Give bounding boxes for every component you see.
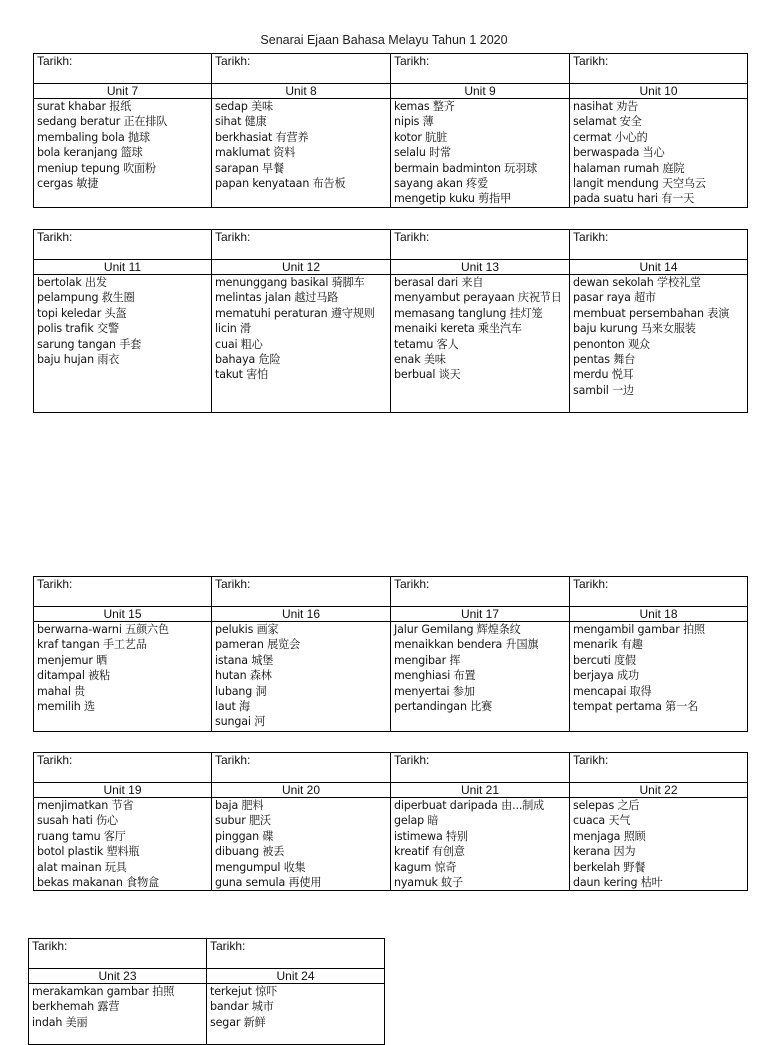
word-item: maklumat 资料: [215, 146, 296, 160]
word-item: daun kering 枯叶: [573, 876, 663, 890]
word-item: susah hati 伤心: [37, 814, 118, 828]
word-item: nipis 薄: [394, 115, 434, 129]
word-item: sayang akan 疼爱: [394, 177, 489, 191]
word-item: selamat 安全: [573, 115, 642, 129]
word-item: berkhemah 露营: [32, 1000, 120, 1014]
word-item: segar 新鲜: [210, 1015, 266, 1029]
unit-heading: Unit 14: [570, 260, 748, 275]
word-item: kraf tangan 手工艺品: [37, 638, 147, 652]
date-cell: [391, 54, 570, 84]
word-item: merakamkan gambar 拍照: [32, 985, 175, 998]
word-list: [570, 622, 748, 732]
unit-heading: Unit 22: [570, 783, 748, 798]
word-list: [570, 275, 748, 413]
word-item: pada suatu hari 有一天: [573, 192, 695, 206]
word-item: berwarna-warni 五颜六色: [37, 623, 169, 636]
date-label: Tarikh:: [37, 54, 73, 68]
unit-heading: Unit 21: [391, 783, 570, 798]
word-item: cermat 小心的: [573, 130, 648, 144]
word-list: [212, 275, 391, 413]
word-list: [391, 99, 570, 208]
word-item: tetamu 客人: [394, 337, 459, 351]
word-item: alat mainan 玩具: [37, 860, 127, 874]
word-item: cuaca 天气: [573, 814, 631, 828]
word-item: memilih 选: [37, 700, 95, 714]
word-item: tempat pertama 第一名: [573, 700, 698, 714]
document-title: Senarai Ejaan Bahasa Melayu Tahun 1 2020: [260, 33, 508, 47]
word-item: sambil 一边: [573, 383, 634, 397]
word-item: bermain badminton 玩羽球: [394, 161, 538, 175]
word-list: [212, 798, 391, 891]
word-item: laut 海: [215, 700, 250, 714]
date-cell: [570, 753, 748, 783]
date-cell: [212, 230, 391, 260]
word-list: [570, 798, 748, 891]
word-item: mematuhi peraturan 遵守规则: [215, 306, 375, 320]
word-item: dewan sekolah 学校礼堂: [573, 276, 701, 289]
date-label: Tarikh:: [215, 577, 251, 591]
word-item: menunggang basikal 骑脚车: [215, 276, 365, 289]
word-item: pelampung 救生圈: [37, 291, 135, 305]
unit-heading: Unit 13: [391, 260, 570, 275]
word-item: sarung tangan 手套: [37, 337, 142, 351]
date-label: Tarikh:: [394, 230, 430, 244]
word-item: berwaspada 当心: [573, 146, 665, 160]
word-item: bola keranjang 篮球: [37, 146, 143, 160]
date-cell: [570, 54, 748, 84]
date-label: Tarikh:: [394, 753, 430, 767]
word-item: bandar 城市: [210, 1000, 274, 1014]
word-item: botol plastik 塑料瓶: [37, 845, 140, 859]
word-item: licin 滑: [215, 322, 251, 336]
date-cell: [212, 753, 391, 783]
word-item: bekas makanan 食物盒: [37, 876, 159, 890]
unit-heading: Unit 15: [34, 607, 212, 622]
date-cell: [34, 577, 212, 607]
date-cell: [570, 577, 748, 607]
word-item: baja 肥料: [215, 799, 264, 812]
word-item: istimewa 特别: [394, 829, 468, 843]
word-item: takut 害怕: [215, 368, 269, 382]
date-label: Tarikh:: [37, 230, 73, 244]
word-item: sungai 河: [215, 715, 266, 729]
word-item: mencapai 取得: [573, 684, 652, 698]
word-item: ruang tamu 客厅: [37, 829, 126, 843]
word-item: menyertai 参加: [394, 684, 475, 698]
word-item: polis trafik 交警: [37, 322, 119, 336]
date-cell: [212, 577, 391, 607]
unit-heading: Unit 19: [34, 783, 212, 798]
word-item: kagum 惊奇: [394, 860, 457, 874]
word-item: surat khabar 报纸: [37, 100, 132, 113]
date-label: Tarikh:: [215, 753, 251, 767]
word-item: membuat persembahan 表演: [573, 306, 730, 320]
word-item: sedap 美味: [215, 100, 274, 113]
word-item: pameran 展览会: [215, 638, 301, 652]
date-label: Tarikh:: [215, 230, 251, 244]
word-list: [212, 622, 391, 732]
word-item: berkhasiat 有营养: [215, 130, 309, 144]
word-item: menjemur 晒: [37, 653, 108, 667]
word-item: kemas 整齐: [394, 100, 455, 113]
word-item: baju kurung 马来女服装: [573, 322, 696, 336]
date-label: Tarikh:: [573, 54, 609, 68]
word-item: meniup tepung 吹面粉: [37, 161, 156, 175]
word-item: mengetip kuku 剪指甲: [394, 192, 512, 206]
date-cell: [29, 939, 207, 969]
word-item: menarik 有趣: [573, 638, 643, 652]
word-item: ditampal 被粘: [37, 669, 111, 683]
date-cell: [391, 230, 570, 260]
unit-heading: Unit 17: [391, 607, 570, 622]
spelling-table-units-19-22: [33, 752, 748, 891]
unit-heading: Unit 8: [212, 84, 391, 99]
word-list: [29, 984, 207, 1045]
word-item: menyambut perayaan 庆祝节日: [394, 291, 562, 305]
word-item: berasal dari 来自: [394, 276, 484, 289]
unit-heading: Unit 9: [391, 84, 570, 99]
word-item: mahal 贵: [37, 684, 86, 698]
date-label: Tarikh:: [394, 54, 430, 68]
word-item: mengibar 挥: [394, 653, 461, 667]
word-item: memasang tanglung 挂灯笼: [394, 306, 543, 320]
word-item: sarapan 早餐: [215, 161, 285, 175]
date-label: Tarikh:: [394, 577, 430, 591]
date-label: Tarikh:: [573, 753, 609, 767]
word-item: kerana 因为: [573, 845, 636, 859]
word-item: berbual 谈天: [394, 368, 461, 382]
date-cell: [212, 54, 391, 84]
date-cell: [391, 577, 570, 607]
word-item: menjaga 照顾: [573, 829, 646, 843]
unit-heading: Unit 18: [570, 607, 748, 622]
date-label: Tarikh:: [573, 577, 609, 591]
word-item: pinggan 碟: [215, 829, 274, 843]
word-item: bercuti 度假: [573, 653, 636, 667]
unit-heading: Unit 11: [34, 260, 212, 275]
word-list: [570, 99, 748, 208]
word-list: [34, 275, 212, 413]
spelling-table-units-23-24: [28, 938, 385, 1045]
date-cell: [34, 230, 212, 260]
word-list: [34, 99, 212, 208]
word-item: nasihat 劝告: [573, 100, 639, 113]
word-item: pertandingan 比赛: [394, 700, 493, 714]
word-item: enak 美味: [394, 353, 446, 367]
unit-heading: Unit 12: [212, 260, 391, 275]
unit-heading: Unit 24: [207, 969, 385, 984]
unit-heading: Unit 16: [212, 607, 391, 622]
spelling-table-units-7-10: [33, 53, 748, 208]
word-item: membaling bola 抛球: [37, 130, 150, 144]
word-item: bahaya 危险: [215, 353, 281, 367]
date-cell: [34, 54, 212, 84]
date-cell: [570, 230, 748, 260]
unit-heading: Unit 7: [34, 84, 212, 99]
word-item: topi keledar 头盔: [37, 306, 127, 320]
word-item: Jalur Gemilang 辉煌条纹: [394, 623, 521, 636]
word-item: cergas 敏捷: [37, 177, 99, 191]
word-item: menjimatkan 节省: [37, 799, 134, 812]
word-item: mengumpul 收集: [215, 860, 306, 874]
word-item: istana 城堡: [215, 653, 274, 667]
word-item: indah 美丽: [32, 1015, 88, 1029]
word-item: subur 肥沃: [215, 814, 271, 828]
word-item: selepas 之后: [573, 799, 640, 812]
word-item: selalu 时常: [394, 146, 451, 160]
word-item: pelukis 画家: [215, 623, 279, 636]
date-label: Tarikh:: [32, 939, 68, 953]
word-item: mengambil gambar 拍照: [573, 623, 705, 636]
date-cell: [207, 939, 385, 969]
word-list: [391, 275, 570, 413]
word-list: [391, 622, 570, 732]
word-item: pentas 舞台: [573, 353, 636, 367]
word-item: gelap 暗: [394, 814, 439, 828]
date-label: Tarikh:: [37, 753, 73, 767]
word-item: halaman rumah 庭院: [573, 161, 685, 175]
word-item: menaikkan bendera 升国旗: [394, 638, 539, 652]
word-item: terkejut 惊吓: [210, 985, 278, 998]
spelling-table-units-11-14: [33, 229, 748, 413]
word-item: sihat 健康: [215, 115, 267, 129]
date-label: Tarikh:: [215, 54, 251, 68]
word-list: [34, 622, 212, 732]
word-list: [391, 798, 570, 891]
word-item: sedang beratur 正在排队: [37, 115, 168, 129]
word-item: papan kenyataan 布告板: [215, 177, 346, 191]
date-label: Tarikh:: [573, 230, 609, 244]
word-list: [212, 99, 391, 208]
word-item: dibuang 被丢: [215, 845, 285, 859]
date-label: Tarikh:: [210, 939, 246, 953]
unit-heading: Unit 23: [29, 969, 207, 984]
word-item: baju hujan 雨衣: [37, 353, 120, 367]
date-cell: [34, 753, 212, 783]
word-item: cuai 粗心: [215, 337, 263, 351]
spelling-table-units-15-18: [33, 576, 748, 732]
word-item: langit mendung 天空乌云: [573, 177, 706, 191]
word-item: berkelah 野餐: [573, 860, 646, 874]
word-item: berjaya 成功: [573, 669, 639, 683]
unit-heading: Unit 10: [570, 84, 748, 99]
word-item: penonton 观众: [573, 337, 650, 351]
date-label: Tarikh:: [37, 577, 73, 591]
word-item: bertolak 出发: [37, 276, 107, 289]
word-item: kreatif 有创意: [394, 845, 465, 859]
word-item: kotor 肮脏: [394, 130, 448, 144]
word-item: hutan 森林: [215, 669, 272, 683]
word-item: nyamuk 蚊子: [394, 876, 464, 890]
word-list: [34, 798, 212, 891]
word-list: [207, 984, 385, 1045]
word-item: diperbuat daripada 由...制成: [394, 799, 545, 812]
word-item: menaiki kereta 乘坐汽车: [394, 322, 522, 336]
word-item: melintas jalan 越过马路: [215, 291, 339, 305]
word-item: guna semula 再使用: [215, 876, 322, 890]
word-item: menghiasi 布置: [394, 669, 476, 683]
word-item: merdu 悦耳: [573, 368, 634, 382]
word-item: pasar raya 超市: [573, 291, 656, 305]
date-cell: [391, 753, 570, 783]
word-item: lubang 洞: [215, 684, 267, 698]
unit-heading: Unit 20: [212, 783, 391, 798]
